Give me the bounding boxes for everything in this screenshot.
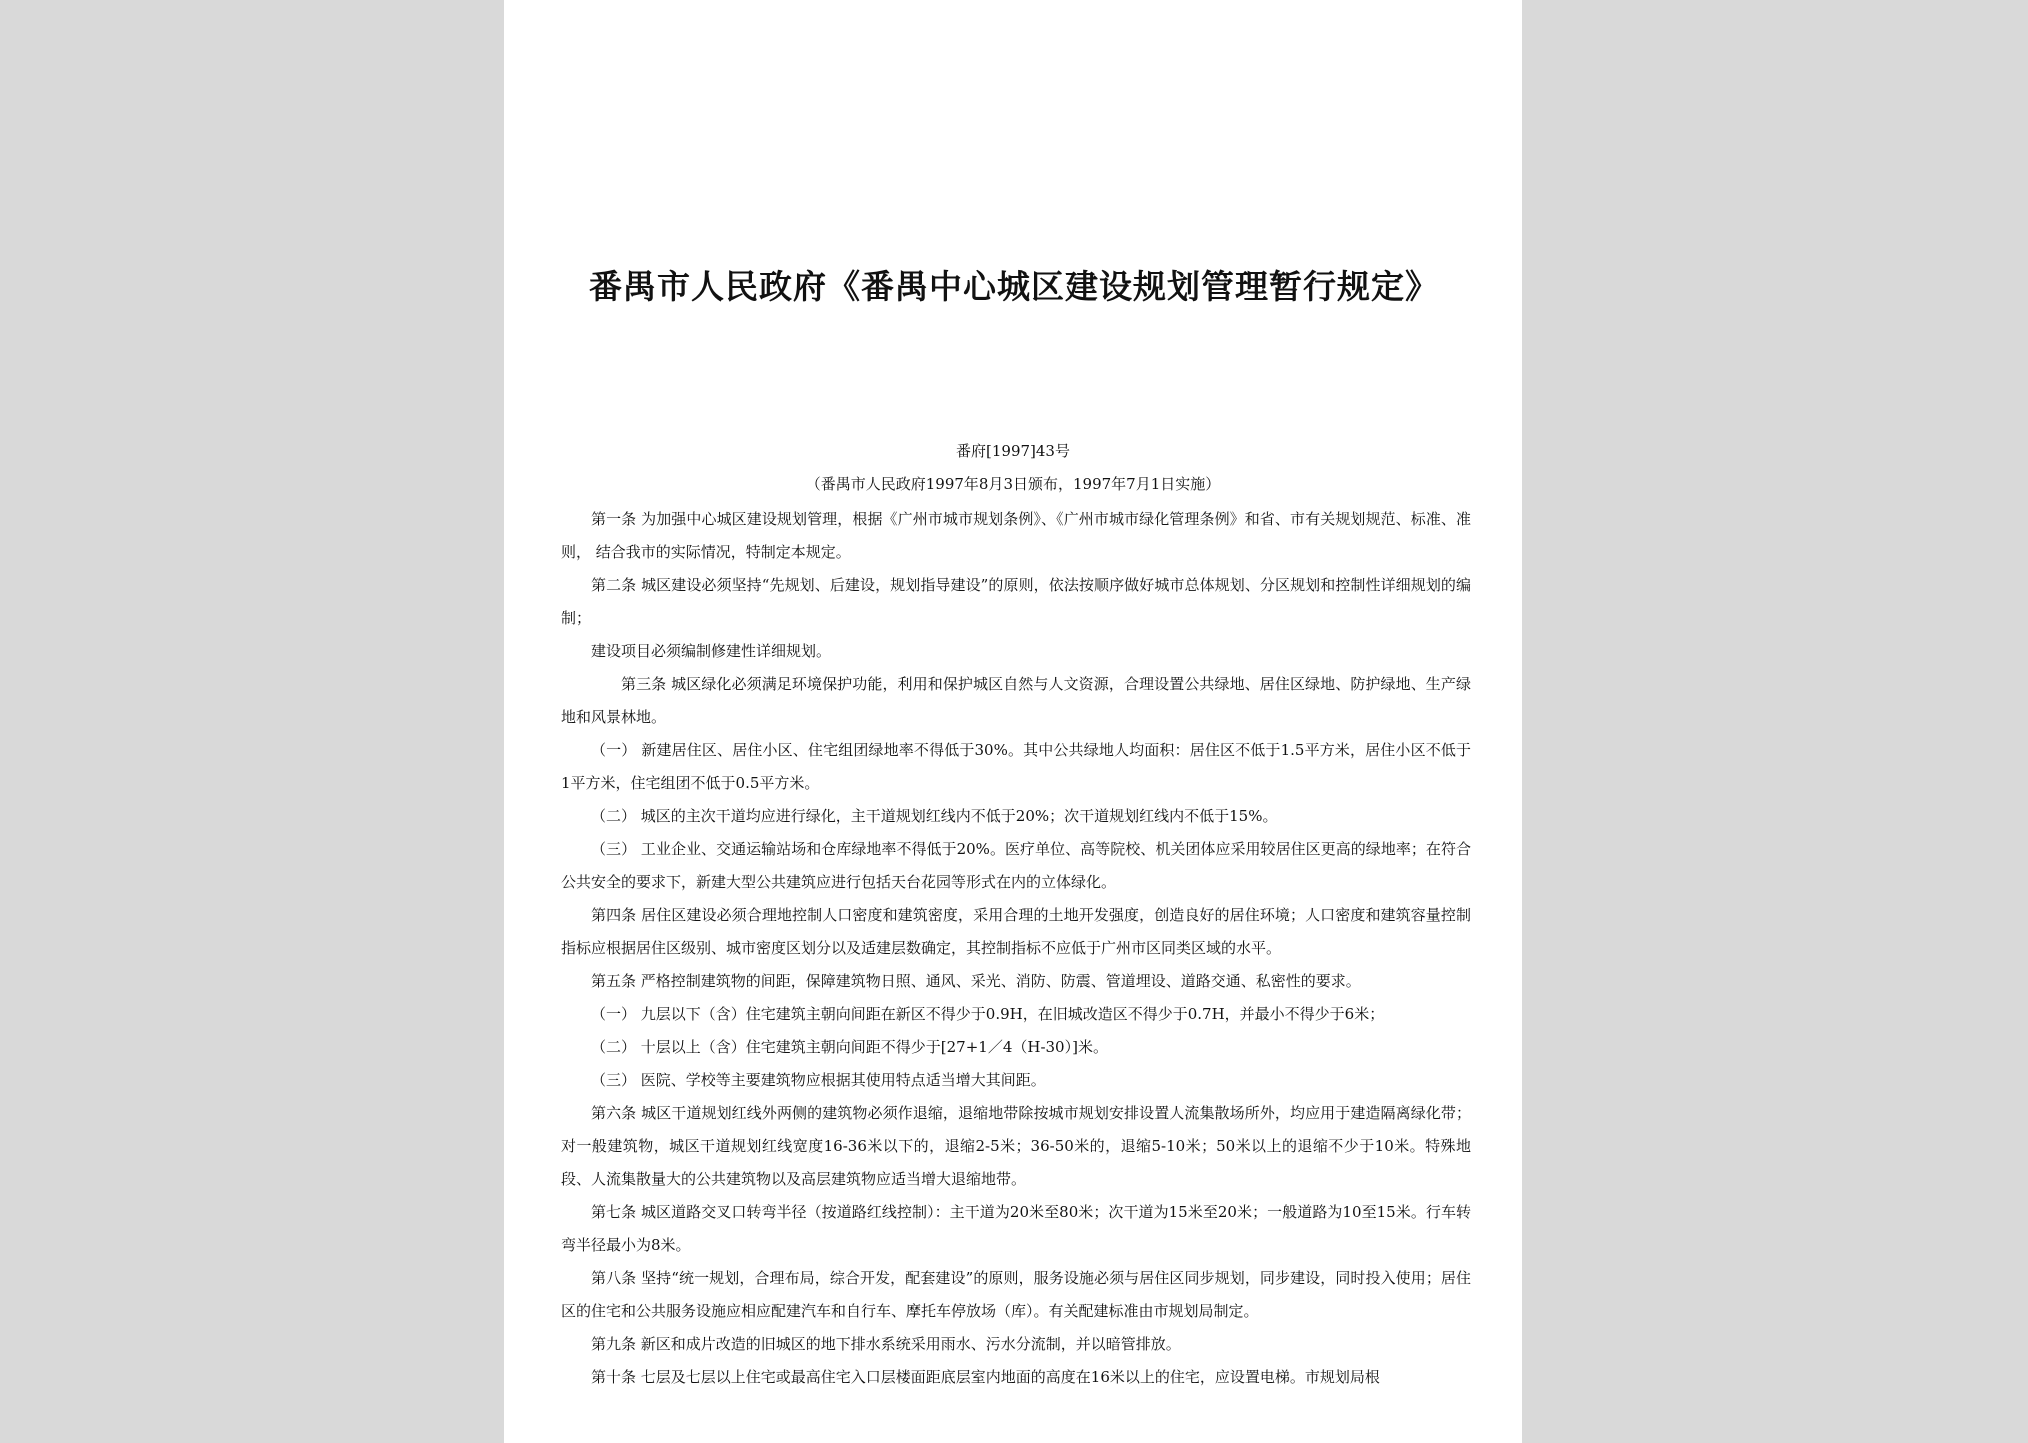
paragraph: 第五条 严格控制建筑物的间距，保障建筑物日照、通风、采光、消防、防震、管道埋设、道路交通、私密性的要求。 [591, 972, 1361, 990]
paragraph: （二） 城区的主次干道均应进行绿化，主干道规划红线内不低于20%；次干道规划红线内不低于15%。 [591, 807, 1278, 825]
paragraph: （一） 新建居住区、居住小区、住宅组团绿地率不得低于30%。其中公共绿地人均面积：居住区不低于1.5平方米，居住小区不低于1平方米，住宅组团不低于0.5平方米。 [561, 741, 1471, 792]
document-title: 番禺市人民政府《番禺中心城区建设规划管理暂行规定》 [589, 267, 1439, 306]
paragraph: 第三条 城区绿化必须满足环境保护功能，利用和保护城区自然与人文资源，合理设置公共绿地、居住区绿地、防护绿地、生产绿地和风景林地。 [561, 675, 1471, 726]
paragraph: 第四条 居住区建设必须合理地控制人口密度和建筑密度，采用合理的土地开发强度，创造良好的居住环境；人口密度和建筑容量控制指标应根据居住区级别、城市密度区划分以及适建层数确定，其控制指标不应低于广州市区同类区域的水平。 [561, 906, 1471, 957]
paragraph: 第七条 城区道路交叉口转弯半径（按道路红线控制）：主干道为20米至80米；次干道为15米至20米；一般道路为10至15米。行车转弯半径最小为8米。 [561, 1203, 1471, 1254]
paragraph: （一） 九层以下（含）住宅建筑主朝向间距在新区不得少于0.9H，在旧城改造区不得少于0.7H，并最小不得少于6米； [591, 1005, 1385, 1023]
paragraph: 第九条 新区和成片改造的旧城区的地下排水系统采用雨水、污水分流制，并以暗管排放。 [591, 1335, 1181, 1353]
document-number: 番府[1997]43号 [956, 442, 1070, 460]
paragraph: （二） 十层以上（含）住宅建筑主朝向间距不得少于[27+1／4（H-30）]米。 [591, 1038, 1108, 1056]
paragraph: 第八条 坚持“统一规划，合理布局，综合开发，配套建设”的原则，服务设施必须与居住区同步规划，同步建设，同时投入使用；居住区的住宅和公共服务设施应相应配建汽车和自行车、摩托车停放场（库）。有关配建标准由市规划局制定。 [561, 1269, 1471, 1320]
paragraph: （三） 医院、学校等主要建筑物应根据其使用特点适当增大其间距。 [591, 1071, 1046, 1089]
document-page [504, 0, 1522, 1443]
paragraph: 第十条 七层及七层以上住宅或最高住宅入口层楼面距底层室内地面的高度在16米以上的住宅，应设置电梯。市规划局根 [591, 1368, 1380, 1386]
paragraph: （三） 工业企业、交通运输站场和仓库绿地率不得低于20%。医疗单位、高等院校、机关团体应采用较居住区更高的绿地率；在符合公共安全的要求下，新建大型公共建筑应进行包括天台花园等形式在内的立体绿化。 [561, 840, 1471, 891]
paragraph: 第二条 城区建设必须坚持“先规划、后建设，规划指导建设”的原则，依法按顺序做好城市总体规划、分区规划和控制性详细规划的编制； [561, 576, 1471, 627]
promulgation-note: （番禺市人民政府1997年8月3日颁布，1997年7月1日实施） [805, 475, 1221, 493]
paragraph: 第一条 为加强中心城区建设规划管理，根据《广州市城市规划条例》、《广州市城市绿化管理条例》和省、市有关规划规范、标准、准则， 结合我市的实际情况，特制定本规定。 [561, 510, 1471, 561]
paragraph: 建设项目必须编制修建性详细规划。 [591, 642, 832, 660]
document-body [561, 503, 1471, 1394]
paragraph: 第六条 城区干道规划红线外两侧的建筑物必须作退缩，退缩地带除按城市规划安排设置人流集散场所外，均应用于建造隔离绿化带；对一般建筑物，城区干道规划红线宽度16-36米以下的，退缩2-5米；36-50米的，退缩5-10米；50米以上的退缩不少于10米。特殊地段、人流集散量大的公共建筑物以及高层建筑物应适当增大退缩地带。 [561, 1104, 1471, 1188]
